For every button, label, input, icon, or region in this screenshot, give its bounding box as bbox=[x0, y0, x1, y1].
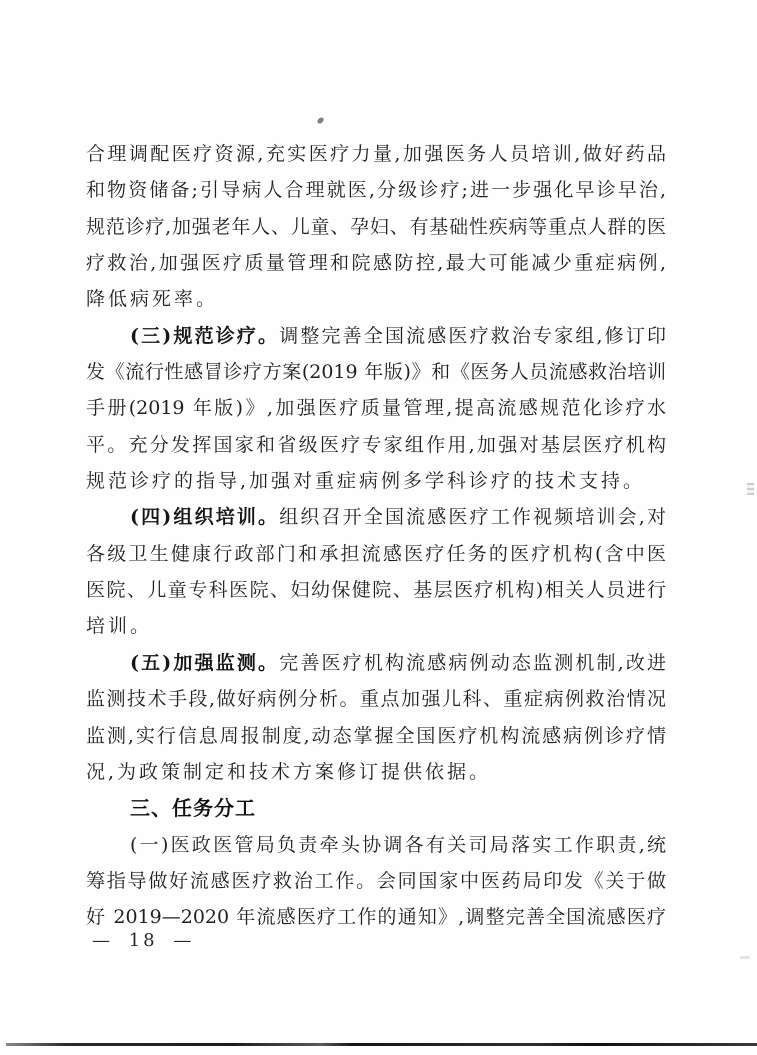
text-run: 负责牵头协调各有关司局落实工作职责,统 bbox=[277, 833, 667, 856]
department-name-run: (一)医政医管局 bbox=[130, 833, 278, 856]
text-run: 平。充分发挥国家和省级医疗专家组作用,加强对基层医疗机构 bbox=[86, 433, 666, 456]
scan-speck bbox=[740, 956, 750, 959]
text-line bbox=[86, 790, 666, 826]
text-line bbox=[86, 572, 666, 608]
text-run: 况,为政策制定和技术方案修订提供依据。 bbox=[86, 760, 492, 783]
text-run: 完善医疗机构流感病例动态监测机制,改进 bbox=[279, 651, 666, 674]
text-run: 调整完善全国流感医疗救治专家组,修订印 bbox=[279, 324, 666, 347]
text-line bbox=[86, 754, 666, 790]
footer-rule bbox=[6, 1043, 757, 1046]
text-line bbox=[86, 718, 666, 754]
text-line bbox=[86, 281, 666, 317]
page-number: — 18 — bbox=[92, 930, 195, 951]
text-run: 组织召开全国流感医疗工作视频培训会,对 bbox=[279, 506, 666, 529]
text-line bbox=[86, 608, 666, 644]
text-run: 规范诊疗的指导,加强对重症病例多学科诊疗的技术支持。 bbox=[86, 470, 646, 493]
text-run: 监测技术手段,做好病例分析。重点加强儿科、重症病例救治情况 bbox=[86, 688, 666, 711]
item-title-bold-run: (四)组织培训。 bbox=[130, 506, 280, 529]
scan-speck bbox=[316, 116, 324, 125]
text-line bbox=[86, 209, 666, 245]
text-line bbox=[86, 827, 666, 863]
text-run: 降低病死率。 bbox=[86, 288, 219, 311]
text-run: 各级卫生健康行政部门和承担流感医疗任务的医疗机构(含中医 bbox=[86, 542, 666, 565]
text-run: 规范诊疗,加强老年人、儿童、孕妇、有基础性疾病等重点人群的医 bbox=[86, 215, 666, 238]
text-line bbox=[86, 645, 666, 681]
text-run: 手册(2019 年版)》,加强医疗质量管理,提高流感规范化诊疗水 bbox=[86, 397, 666, 420]
text-line bbox=[86, 536, 666, 572]
text-run: 医院、儿童专科医院、妇幼保健院、基层医疗机构)相关人员进行 bbox=[86, 579, 666, 602]
scan-speck bbox=[747, 483, 754, 495]
text-run: 筹指导做好流感医疗救治工作。会同国家中医药局印发《关于做 bbox=[86, 869, 666, 892]
text-line bbox=[86, 245, 666, 281]
text-line bbox=[86, 172, 666, 208]
text-line bbox=[86, 499, 666, 535]
text-line bbox=[86, 681, 666, 717]
text-run: 好 2019—2020 年流感医疗工作的通知》,调整完善全国流感医疗 bbox=[86, 906, 666, 929]
text-line bbox=[86, 390, 666, 426]
text-run: 合理调配医疗资源,充实医疗力量,加强医务人员培训,做好药品 bbox=[86, 143, 666, 165]
text-run: 疗救治,加强医疗质量管理和院感防控,最大可能减少重症病例, bbox=[86, 252, 666, 275]
item-title-bold-run: (三)规范诊疗。 bbox=[130, 324, 280, 347]
item-title-bold-run: (五)加强监测。 bbox=[130, 651, 280, 674]
text-line bbox=[86, 318, 666, 354]
text-run: 监测,实行信息周报制度,动态掌握全国医疗机构流感病例诊疗情 bbox=[86, 724, 666, 747]
text-line bbox=[86, 136, 666, 172]
text-run: 和物资储备;引导病人合理就医,分级诊疗;进一步强化早诊早治, bbox=[86, 179, 666, 202]
text-line bbox=[86, 427, 666, 463]
text-run: 发《流行性感冒诊疗方案(2019 年版)》和《医务人员流感救治培训 bbox=[86, 361, 666, 384]
text-line bbox=[86, 863, 666, 899]
text-line bbox=[86, 463, 666, 499]
section-heading: 三、任务分工 bbox=[130, 796, 256, 821]
text-run: 培训。 bbox=[86, 615, 153, 638]
text-line bbox=[86, 354, 666, 390]
text-block bbox=[86, 136, 666, 936]
